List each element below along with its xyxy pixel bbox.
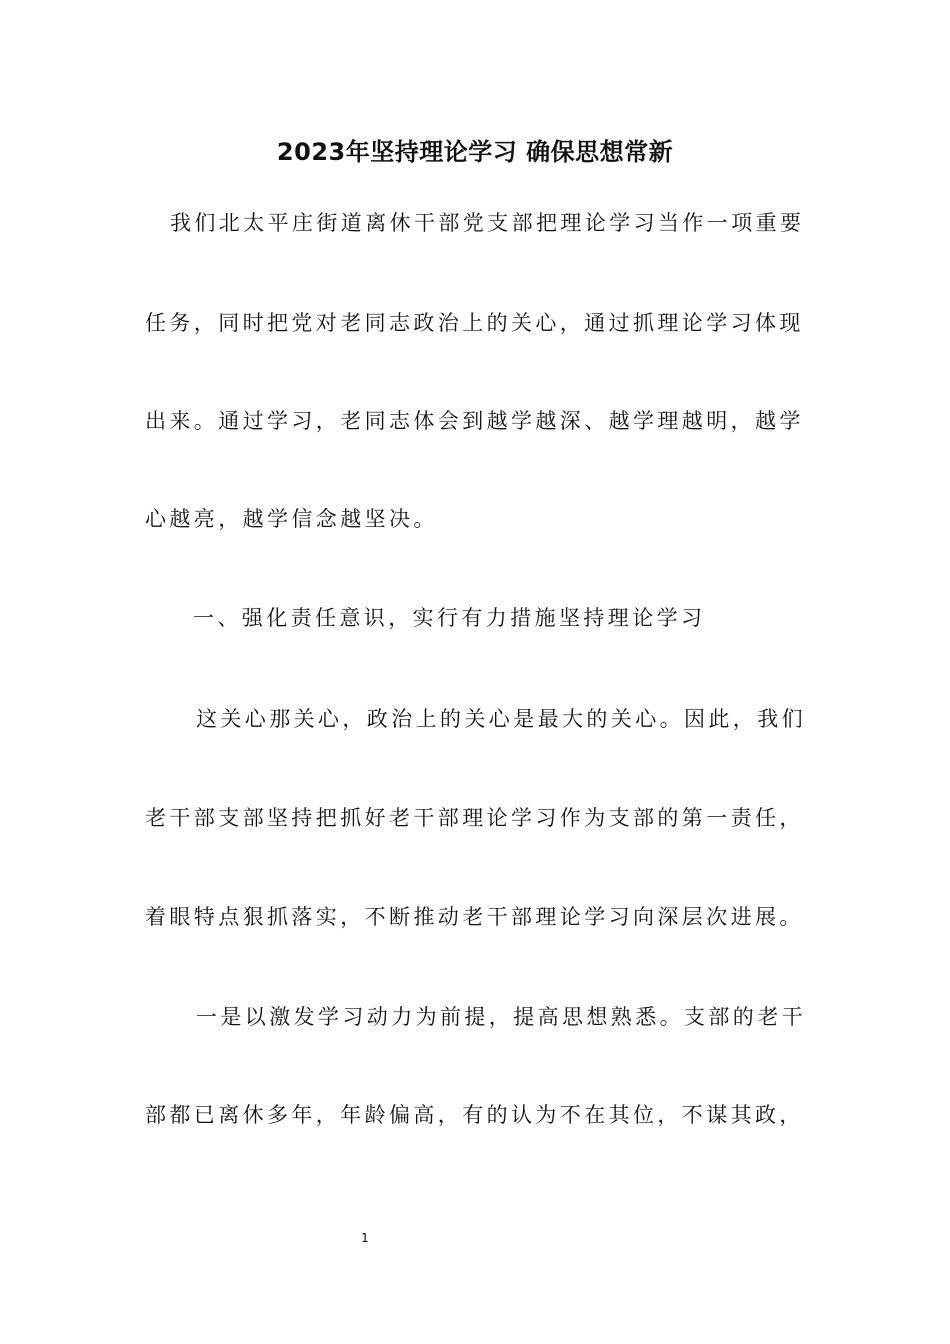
paragraph-line: 任务，同时把党对老同志政治上的关心，通过抓理论学习体现 xyxy=(145,311,804,335)
paragraph-line: 部都已离休多年，年龄偏高，有的认为不在其位，不谋其政， xyxy=(145,1103,804,1127)
paragraph-line: 着眼特点狠抓落实，不断推动老干部理论学习向深层次进展。 xyxy=(145,905,804,929)
paragraph-line: 心越亮，越学信念越坚决。 xyxy=(145,507,438,531)
document-title: 2023年坚持理论学习 确保思想常新 xyxy=(276,138,674,166)
paragraph-line: 这关心那关心，政治上的关心是最大的关心。因此，我们 xyxy=(196,707,806,731)
page-number: 1 xyxy=(361,1231,369,1245)
paragraph-line: 老干部支部坚持把抓好老干部理论学习作为支部的第一责任， xyxy=(145,806,804,830)
paragraph-line: 我们北太平庄街道离休干部党支部把理论学习当作一项重要 xyxy=(170,211,805,235)
paragraph-line: 出来。通过学习，老同志体会到越学越深、越学理越明，越学 xyxy=(145,409,804,433)
section-heading: 一、强化责任意识，实行有力措施坚持理论学习 xyxy=(193,606,706,630)
paragraph-line: 一是以激发学习动力为前提，提高思想熟悉。支部的老干 xyxy=(196,1005,806,1029)
